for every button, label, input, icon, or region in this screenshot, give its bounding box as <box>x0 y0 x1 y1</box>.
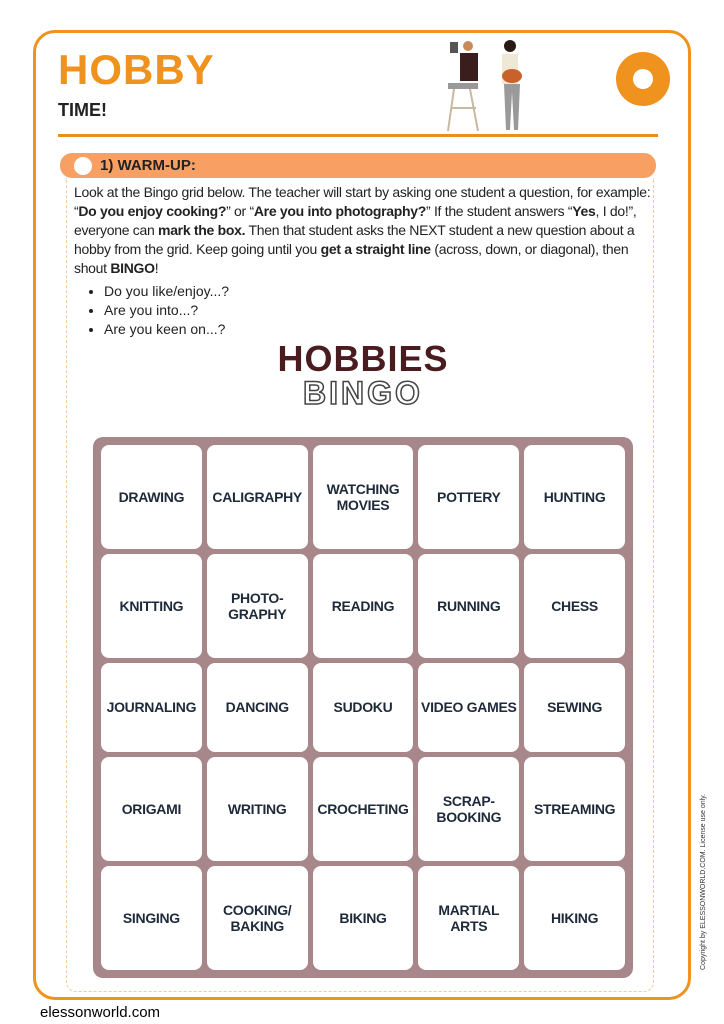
bingo-cell[interactable]: VIDEO GAMES <box>418 663 519 751</box>
instruction-text: Look at the Bingo grid below. The teacher will start by asking one student a question, for example: “ <box>74 184 651 219</box>
elessonworld-logo <box>616 52 670 106</box>
bingo-cell[interactable]: JOURNALING <box>101 663 202 751</box>
section-header <box>60 153 656 178</box>
header-divider <box>58 134 658 137</box>
bingo-cell[interactable]: SINGING <box>101 866 202 970</box>
bingo-cell[interactable]: SCRAP-BOOKING <box>418 757 519 861</box>
instruction-text: mark the box. <box>158 222 246 238</box>
bingo-cell[interactable]: HIKING <box>524 866 625 970</box>
instruction-text: get a straight line <box>320 241 431 257</box>
instruction-text: (across, down, or diagonal), then shout <box>74 241 629 276</box>
bingo-cell[interactable]: CALIGRAPHY <box>207 445 308 549</box>
hobby-people-illustration <box>440 38 545 134</box>
instruction-text: Do you enjoy cooking? <box>78 203 227 219</box>
warmup-content <box>74 183 652 435</box>
bingo-cell[interactable]: ORIGAMI <box>101 757 202 861</box>
bingo-cell[interactable]: SEWING <box>524 663 625 751</box>
copyright-note: Copyright by ELESSONWORLD.COM. License use only. <box>700 793 707 970</box>
instruction-text: Yes <box>572 203 596 219</box>
instruction-text: BINGO <box>110 260 155 276</box>
page-title: HOBBY <box>58 46 215 93</box>
instruction-text: ! <box>154 260 159 276</box>
bingo-subtitle: BINGO <box>303 375 423 411</box>
page-subtitle: TIME! <box>58 100 107 120</box>
instruction-text: Then that student asks the NEXT student a new question about a hobby from the grid. Keep going until you <box>74 222 635 257</box>
bingo-cell[interactable]: READING <box>313 554 414 658</box>
bingo-cell[interactable]: COOKING/ BAKING <box>207 866 308 970</box>
bingo-cell[interactable]: MARTIAL ARTS <box>418 866 519 970</box>
instruction-text: Are you into photography? <box>253 203 427 219</box>
bingo-cell[interactable]: KNITTING <box>101 554 202 658</box>
section-label: 1) WARM-UP: <box>100 157 196 174</box>
list-item: • Are you into...? <box>104 301 652 320</box>
bingo-cell[interactable]: BIKING <box>313 866 414 970</box>
list-item: • Are you keen on...? <box>104 320 652 339</box>
bingo-title: HOBBIES <box>277 338 449 379</box>
instructions-paragraph <box>74 183 652 278</box>
bingo-cell[interactable]: CHESS <box>524 554 625 658</box>
circle-icon <box>74 157 92 175</box>
bingo-cell[interactable]: PHOTO-GRAPHY <box>207 554 308 658</box>
bingo-cell[interactable]: HUNTING <box>524 445 625 549</box>
bingo-cell[interactable]: WATCHING MOVIES <box>313 445 414 549</box>
bingo-cell[interactable]: CROCHETING <box>313 757 414 861</box>
bingo-cell[interactable]: SUDOKU <box>313 663 414 751</box>
instruction-text: ” If the student answers “ <box>426 203 573 219</box>
bingo-cell[interactable]: STREAMING <box>524 757 625 861</box>
list-item: • Do you like/enjoy...? <box>104 282 652 301</box>
bingo-grid <box>93 437 633 978</box>
watermark: elessonworld.com <box>40 1004 161 1021</box>
bingo-cell[interactable]: POTTERY <box>418 445 519 549</box>
question-list <box>104 282 652 339</box>
bingo-cell[interactable]: DRAWING <box>101 445 202 549</box>
bingo-cell[interactable]: WRITING <box>207 757 308 861</box>
instruction-text: , I do!”, everyone can <box>74 203 637 238</box>
instruction-text: ” or “ <box>226 203 254 219</box>
bingo-cell[interactable]: RUNNING <box>418 554 519 658</box>
bingo-cell[interactable]: DANCING <box>207 663 308 751</box>
